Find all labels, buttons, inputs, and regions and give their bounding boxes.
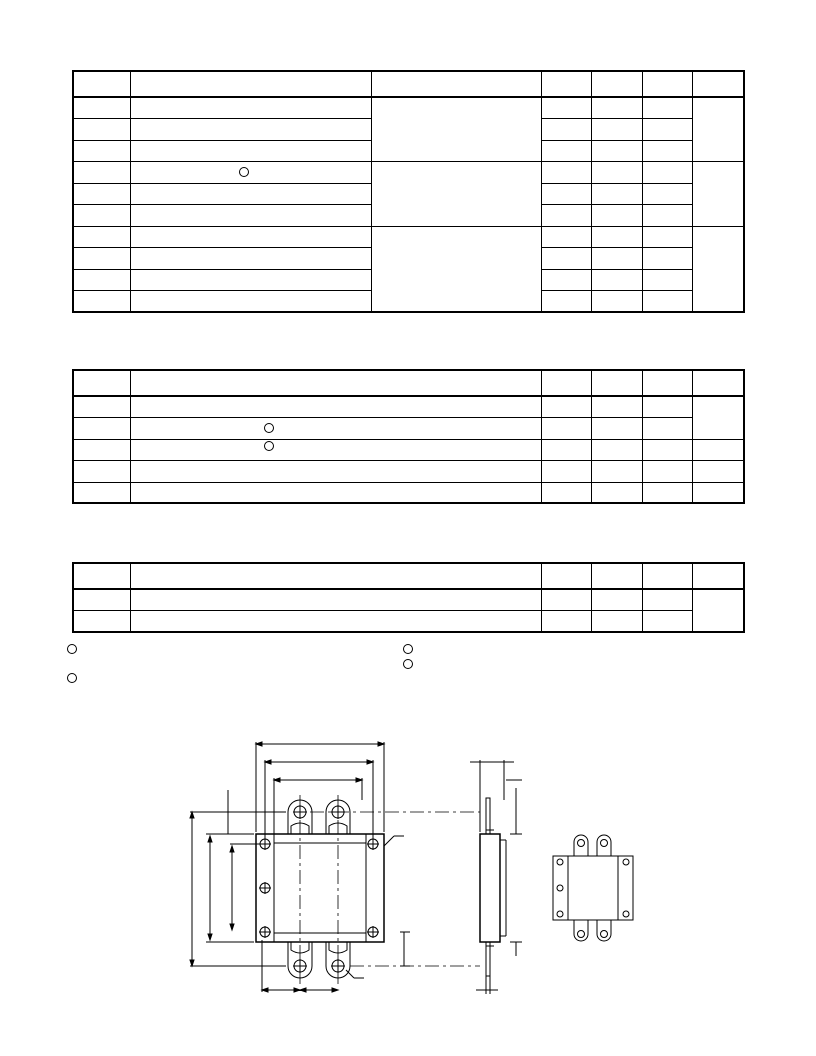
side-view — [470, 760, 522, 994]
mounting-hole — [259, 882, 271, 894]
mounting-hole — [259, 926, 271, 938]
mounting-hole — [367, 926, 379, 938]
mounting-hole — [367, 838, 379, 850]
top-view — [190, 742, 480, 992]
perspective-view — [553, 835, 633, 941]
